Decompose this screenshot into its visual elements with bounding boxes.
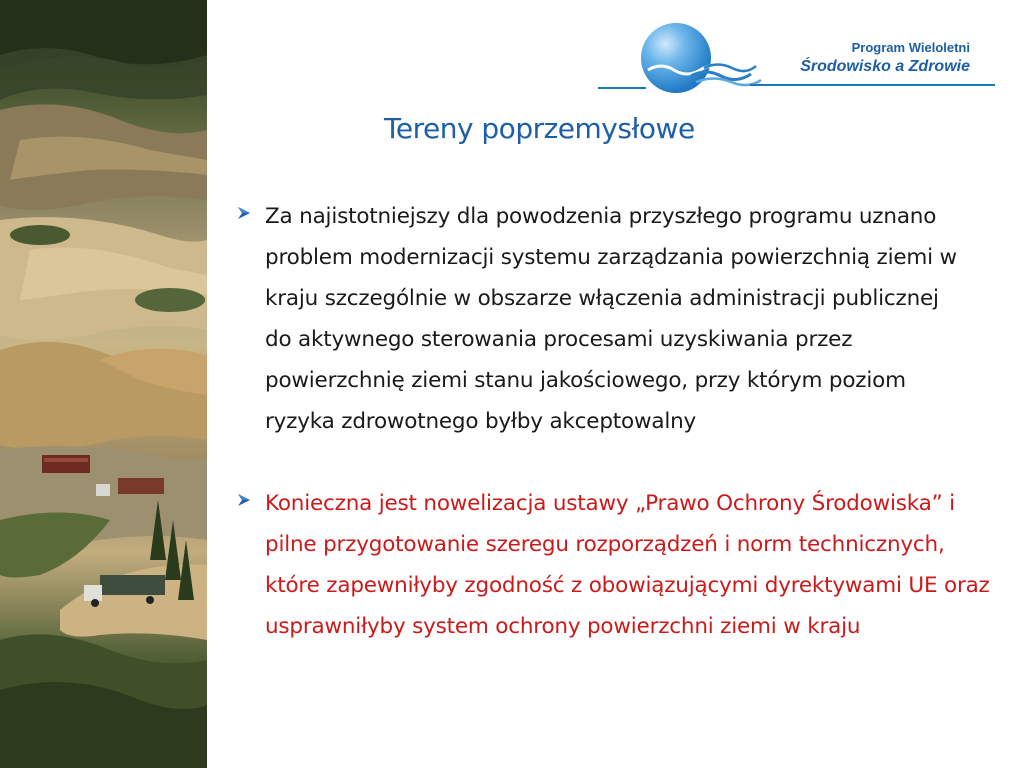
quarry-landscape-photo (0, 0, 207, 768)
logo-program-label: Program Wieloletni (851, 40, 970, 55)
bullet-item-1 (236, 196, 1006, 442)
arrow-bullet-icon (236, 492, 252, 508)
bullet-item-2 (236, 483, 1006, 647)
bullet-text-1: Za najistotniejszy dla powodzenia przyszłego programu uznano problem modernizacji systemu zarządzania powierzchnią ziemi w kraju szczególnie w obszarze włączenia administracji publicznej do aktywnego sterowania procesami uzyskiwania przez powierzchnię ziemi stanu jakościowego, przy którym poziom ryzyka zdrowotnego byłby akceptowalny (265, 204, 957, 434)
slide-title: Tereny poprzemysłowe (384, 112, 695, 145)
logo-underline-right (750, 84, 995, 86)
bullet-text-2: Konieczna jest nowelizacja ustawy „Prawo Ochrony Środowiska” i pilne przygotowanie szeregu rozporządzeń i norm technicznych, które zapewniłyby zgodność z obowiązującymi dyrektywami UE oraz usprawniłyby system ochrony powierzchni ziemi w kraju (265, 491, 990, 639)
arrow-bullet-icon (236, 205, 252, 221)
logo-program-name: Środowisko a Zdrowie (800, 58, 970, 75)
logo-underline-left (598, 87, 646, 89)
quarry-photo-illustration (0, 0, 207, 768)
bullet-list (236, 196, 1006, 647)
